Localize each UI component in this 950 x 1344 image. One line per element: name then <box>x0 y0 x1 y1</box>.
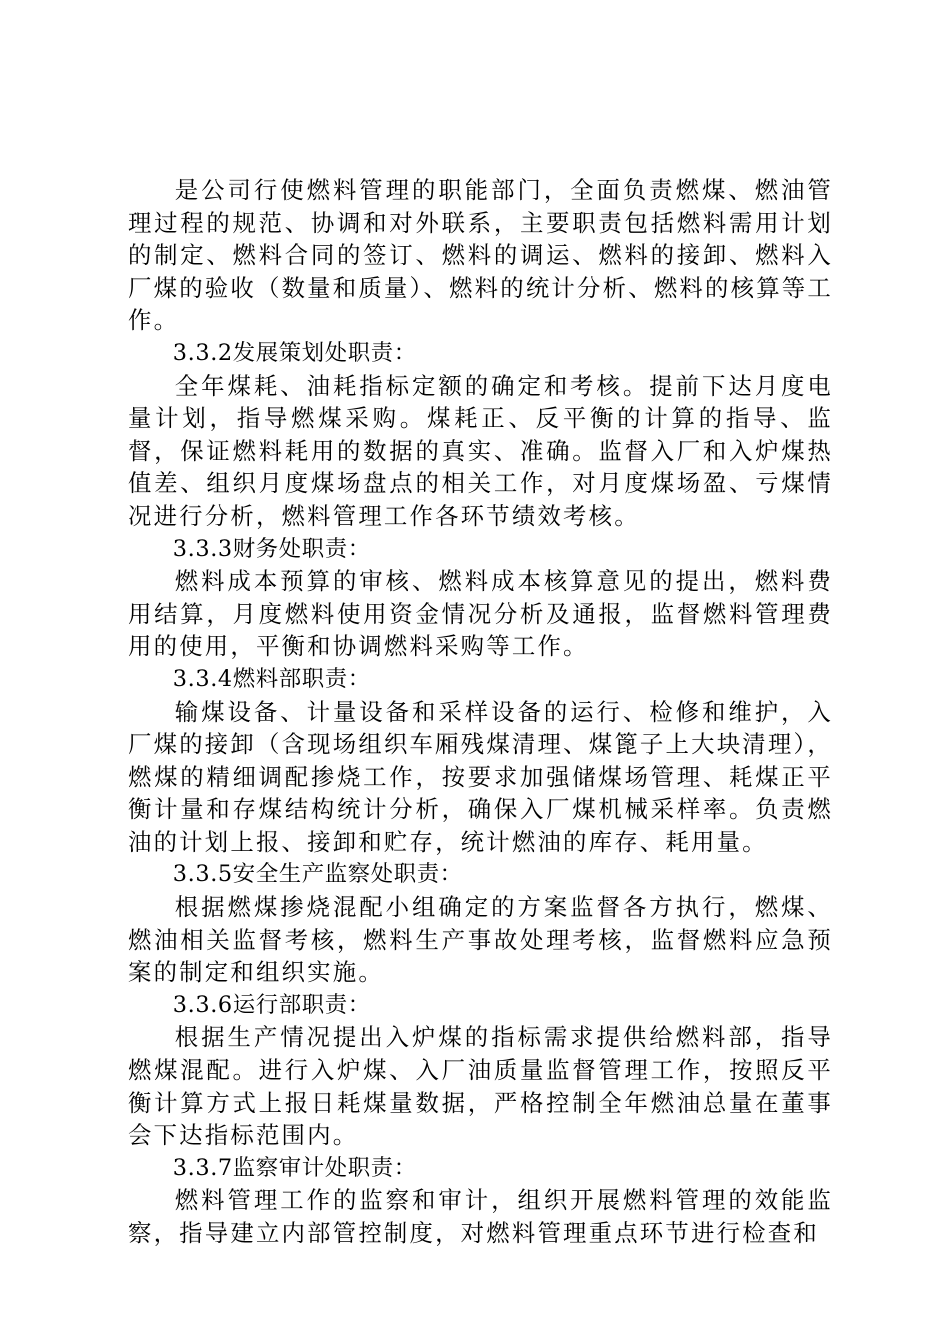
paragraph-development-planning: 全年煤耗、油耗指标定额的确定和考核。提前下达月度电量计划，指导燃煤采购。煤耗正、反平衡的计算的指导、监督，保证燃料耗用的数据的真实、准确。监督入厂和入炉煤热值差、组织月度煤场盘点的相关工作，对月度煤场盈、亏煤情况进行分析，燃料管理工作各环节绩效考核。 <box>128 371 833 530</box>
paragraph-audit: 燃料管理工作的监察和审计，组织开展燃料管理的效能监察，指导建立内部管控制度，对燃料管理重点环节进行检查和 <box>128 1186 833 1247</box>
paragraph-fuel-dept: 输煤设备、计量设备和采样设备的运行、检修和维护，入厂煤的接卸（含现场组织车厢残煤清理、煤篦子上大块清理），燃煤的精细调配掺烧工作，按要求加强储煤场管理、耗煤正平衡计量和存煤结构统计分析，确保入厂煤机械采样率。负责燃油的计划上报、接卸和贮存，统计燃油的库存、耗用量。 <box>128 697 833 856</box>
paragraph-fuel-department-duties: 是公司行使燃料管理的职能部门，全面负责燃煤、燃油管理过程的规范、协调和对外联系，主要职责包括燃料需用计划的制定、燃料合同的签订、燃料的调运、燃料的接卸、燃料入厂煤的验收（数量和质量）、燃料的统计分析、燃料的核算等工作。 <box>128 176 833 335</box>
paragraph-safety-supervision: 根据燃煤掺烧混配小组确定的方案监督各方执行，燃煤、燃油相关监督考核，燃料生产事故处理考核，监督燃料应急预案的制定和组织实施。 <box>128 893 833 987</box>
heading-operations: 3.3.6运行部职责： <box>172 991 371 1018</box>
heading-fuel-dept: 3.3.4燃料部职责： <box>172 665 371 692</box>
heading-development-planning: 3.3.2发展策划处职责： <box>172 339 417 366</box>
document-page <box>128 174 833 1250</box>
paragraph-finance: 燃料成本预算的审核、燃料成本核算意见的提出，燃料费用结算，月度燃料使用资金情况分析及通报，监督燃料管理费用的使用，平衡和协调燃料采购等工作。 <box>128 567 833 661</box>
heading-finance: 3.3.3财务处职责： <box>172 535 371 562</box>
heading-audit: 3.3.7监察审计处职责： <box>172 1154 417 1181</box>
paragraph-operations: 根据生产情况提出入炉煤的指标需求提供给燃料部，指导燃煤混配。进行入炉煤、入厂油质量监督管理工作，按照反平衡计算方式上报日耗煤量数据，严格控制全年燃油总量在董事会下达指标范围内。 <box>128 1023 833 1150</box>
heading-safety-supervision: 3.3.5安全生产监察处职责： <box>172 861 463 888</box>
